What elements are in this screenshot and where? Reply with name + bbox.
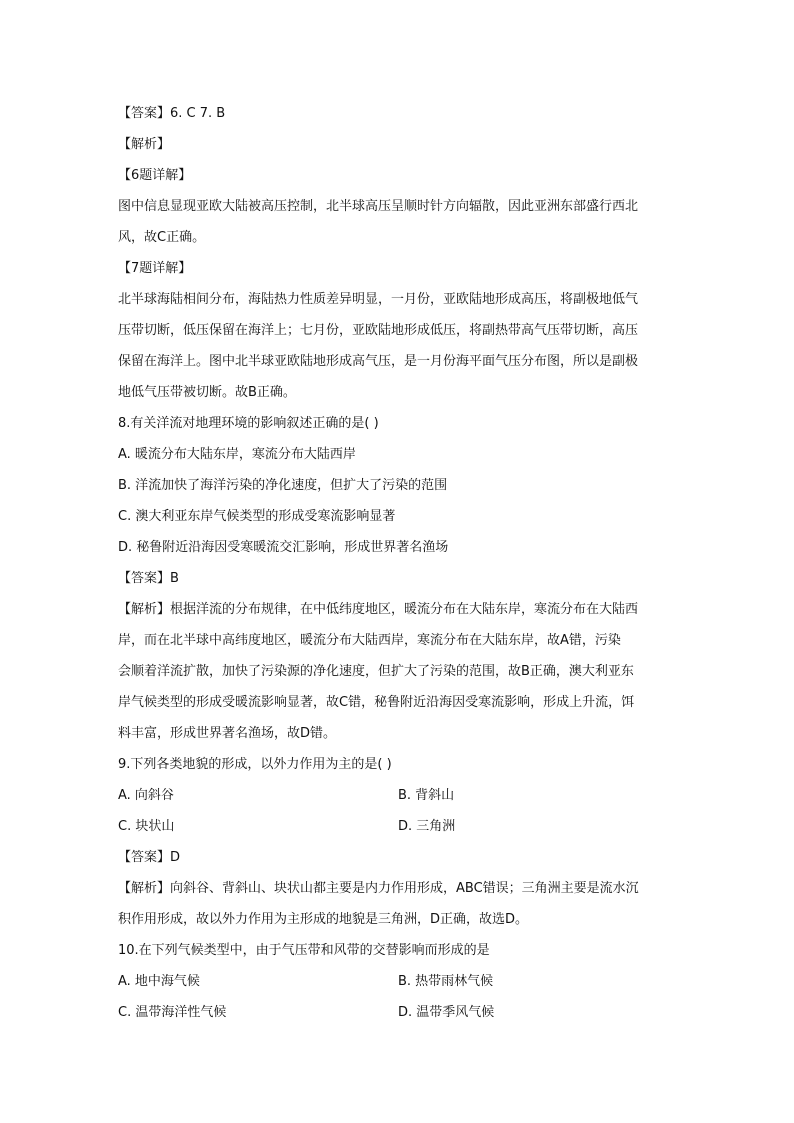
text-line: 压带切断，低压保留在海洋上；七月份，亚欧陆地形成低压，将副热带高气压带切断，高压: [118, 323, 639, 338]
text-line: 积作用形成，故以外力作用为主形成的地貌是三角洲，D正确，故选D。: [118, 912, 529, 927]
q10-option-c: C. 温带海洋性气候: [118, 1005, 227, 1020]
q7-detail-heading: 【7题详解】: [118, 261, 192, 276]
q6-detail-text: [118, 191, 678, 253]
question-9: 9.下列各类地貌的形成，以外力作用为主的是( ): [118, 757, 392, 772]
q9-answer: 【答案】D: [118, 850, 181, 865]
q8-answer: 【答案】B: [118, 571, 179, 586]
q10-option-a: A. 地中海气候: [118, 974, 200, 989]
q8-option-d: D. 秘鲁附近沿海因受寒暖流交汇影响，形成世界著名渔场: [118, 540, 449, 555]
text-line: 料丰富，形成世界著名渔场，故D错。: [118, 726, 337, 741]
text-line: 图中信息显现亚欧大陆被高压控制，北半球高压呈顺时针方向辐散，因此亚洲东部盛行西北: [118, 199, 639, 214]
q9-options-row-1: [118, 780, 678, 811]
answer-6-7: 【答案】6. C 7. B: [118, 106, 226, 121]
analysis-heading: 【解析】: [118, 137, 171, 152]
q9-explanation: [118, 873, 678, 935]
text-line: 【解析】根据洋流的分布规律，在中低纬度地区，暖流分布在大陆东岸，寒流分布在大陆西: [118, 602, 639, 617]
q8-option-b: B. 洋流加快了海洋污染的净化速度，但扩大了污染的范围: [118, 478, 448, 493]
q9-option-b: B. 背斜山: [398, 788, 455, 803]
q8-option-a: A. 暖流分布大陆东岸，寒流分布大陆西岸: [118, 447, 356, 462]
q10-options-row-2: [118, 997, 678, 1028]
text-line: 风，故C正确。: [118, 230, 206, 245]
text-line: 地低气压带被切断。故B正确。: [118, 385, 296, 400]
text-line: 岸，而在北半球中高纬度地区，暖流分布大陆西岸，寒流分布在大陆东岸，故A错，污染: [118, 633, 621, 648]
document-page: [118, 98, 678, 1028]
q8-explanation: [118, 594, 678, 749]
q7-detail-text: [118, 284, 678, 408]
text-line: 岸气候类型的形成受暖流影响显著，故C错，秘鲁附近沿海因受寒流影响，形成上升流，饵: [118, 695, 635, 710]
question-8: 8.有关洋流对地理环境的影响叙述正确的是( ): [118, 416, 379, 431]
text-line: 会顺着洋流扩散，加快了污染源的净化速度，但扩大了污染的范围，故B正确，澳大利亚东: [118, 664, 634, 679]
text-line: 北半球海陆相间分布，海陆热力性质差异明显，一月份，亚欧陆地形成高压，将副极地低气: [118, 292, 639, 307]
q8-option-c: C. 澳大利亚东岸气候类型的形成受寒流影响显著: [118, 509, 396, 524]
text-line: 【解析】向斜谷、背斜山、块状山都主要是内力作用形成，ABC错误；三角洲主要是流水沉: [118, 881, 639, 896]
text-line: 保留在海洋上。图中北半球亚欧陆地形成高气压，是一月份海平面气压分布图，所以是副极: [118, 354, 639, 369]
q9-options-row-2: [118, 811, 678, 842]
q10-option-d: D. 温带季风气候: [398, 1005, 495, 1020]
q9-option-c: C. 块状山: [118, 819, 175, 834]
question-10: 10.在下列气候类型中，由于气压带和风带的交替影响而形成的是: [118, 943, 490, 958]
q6-detail-heading: 【6题详解】: [118, 168, 192, 183]
q10-option-b: B. 热带雨林气候: [398, 974, 494, 989]
q9-option-d: D. 三角洲: [398, 819, 456, 834]
q9-option-a: A. 向斜谷: [118, 788, 174, 803]
q10-options-row-1: [118, 966, 678, 997]
